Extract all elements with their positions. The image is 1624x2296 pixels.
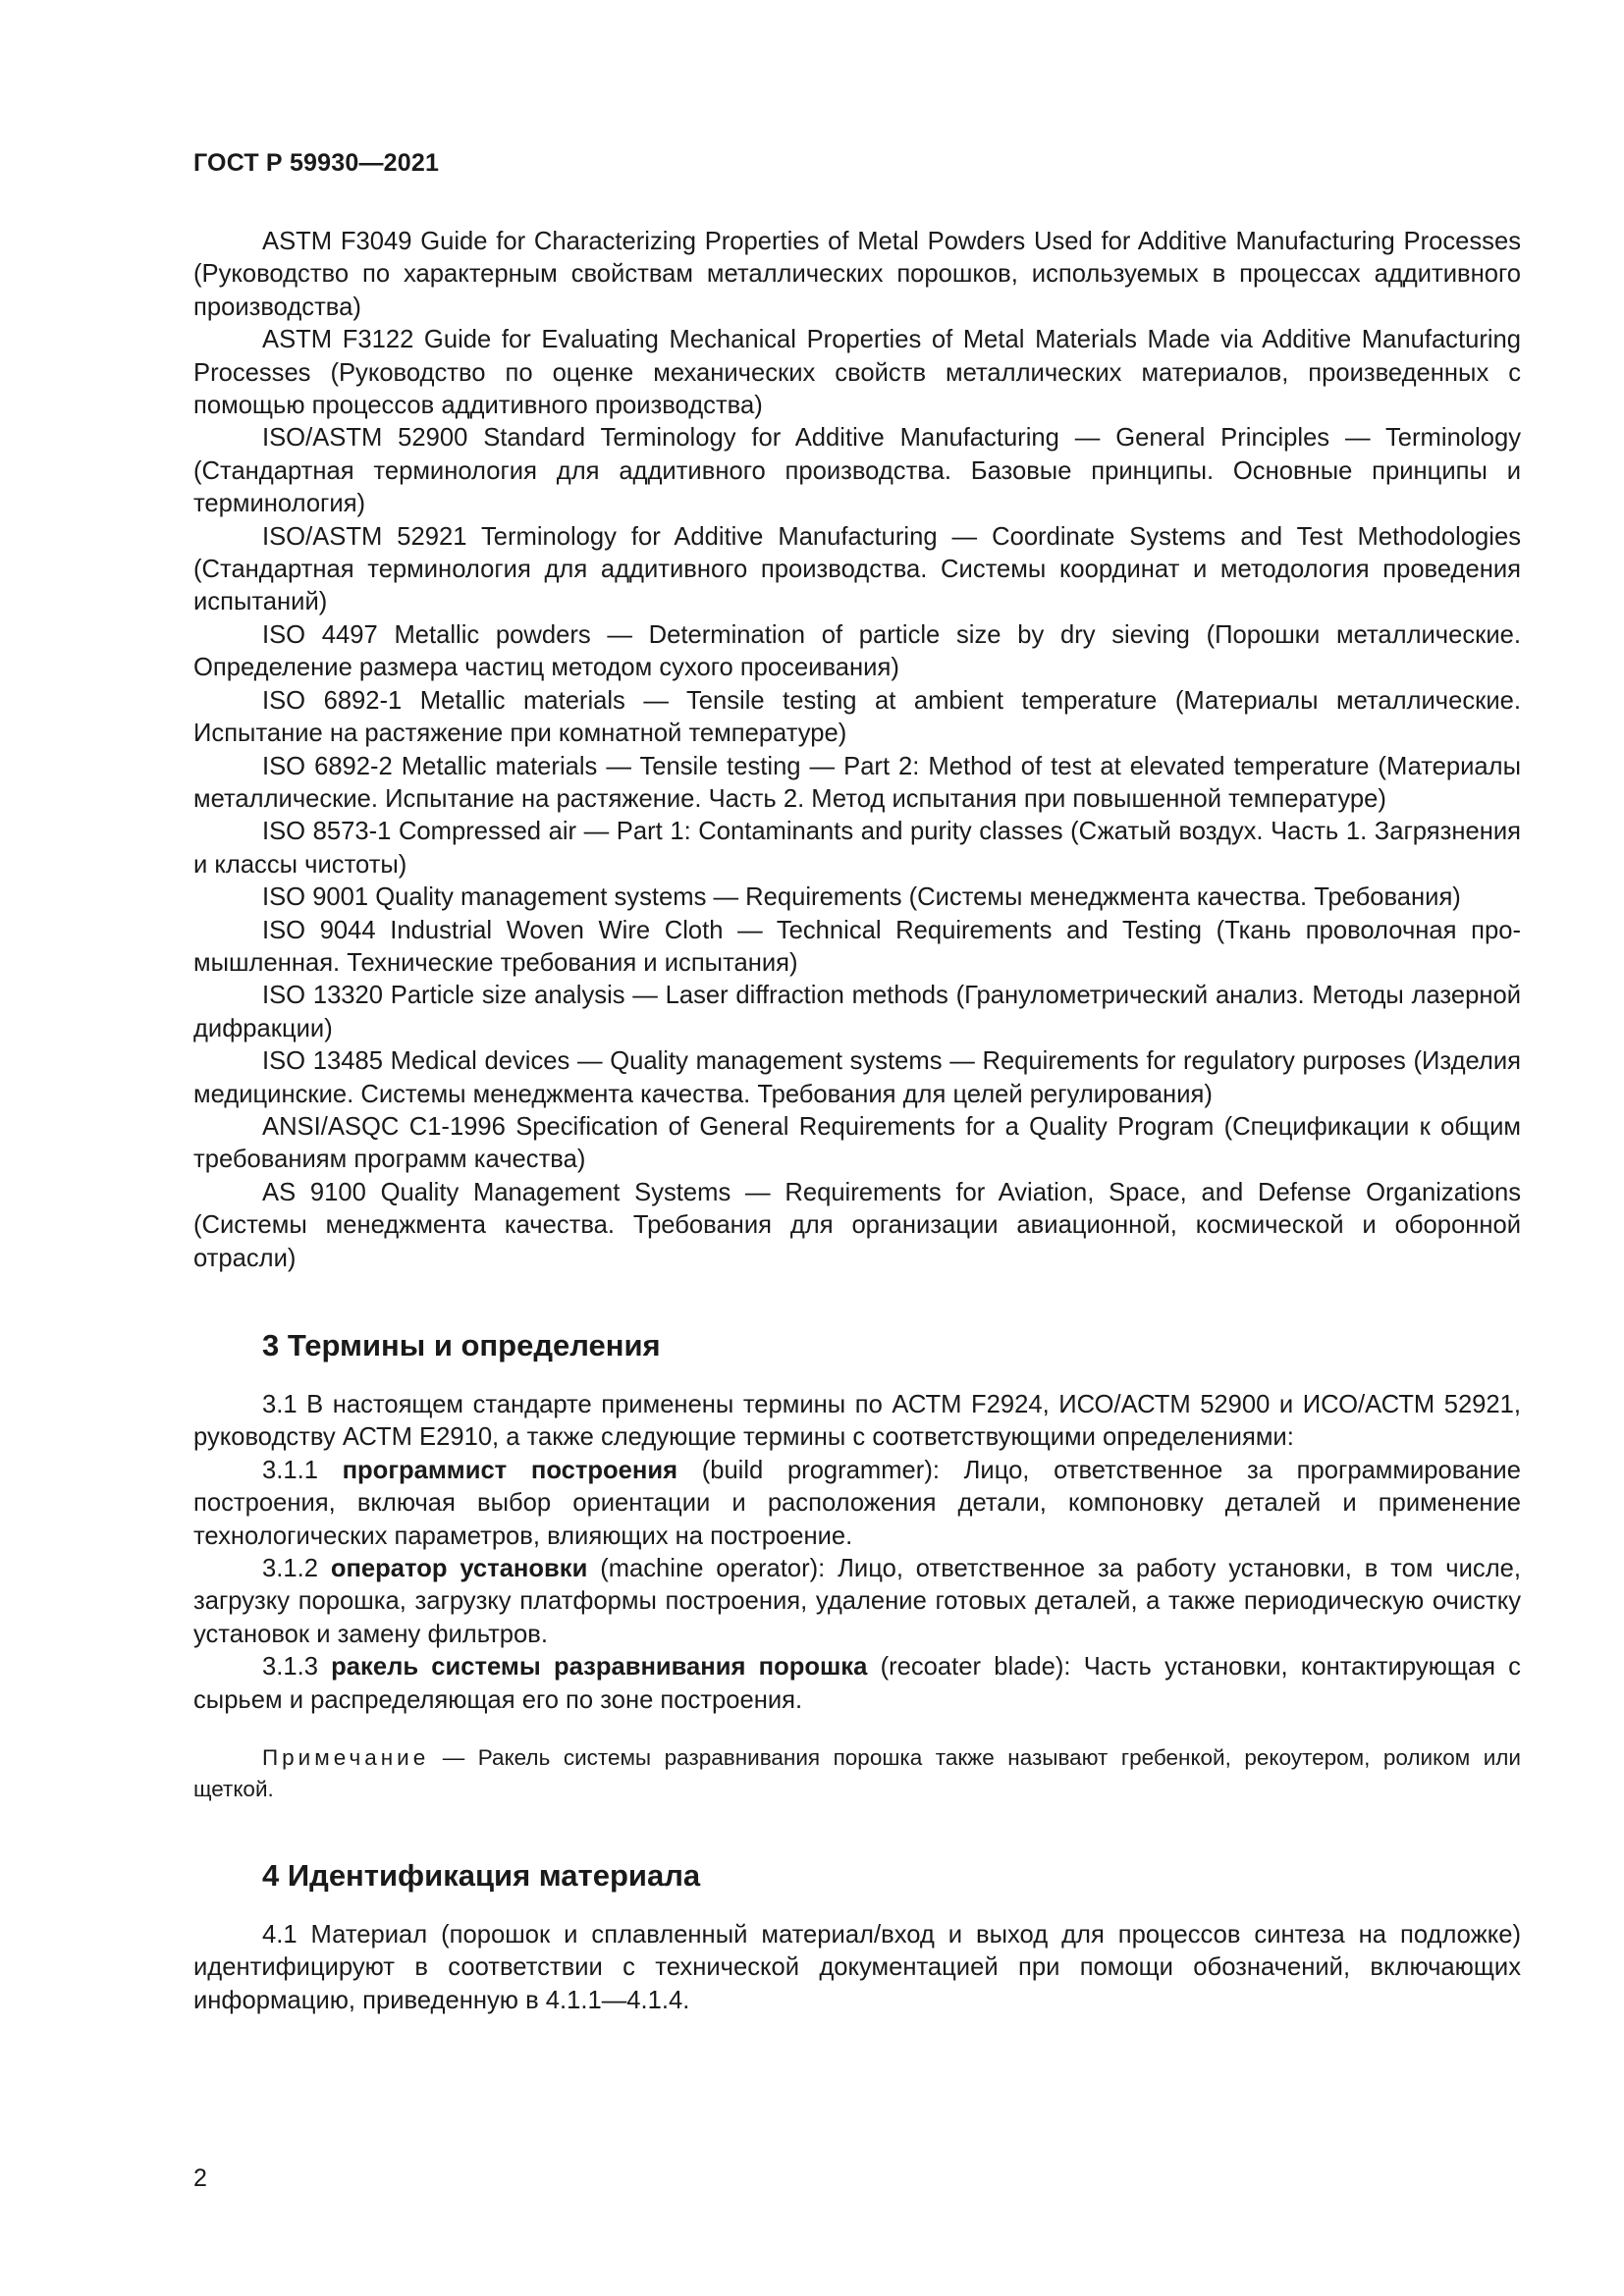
term-number: 3.1.2 [262,1555,318,1583]
term-number: 3.1.3 [262,1653,318,1682]
document-code-header: ГОСТ Р 59930—2021 [193,149,440,177]
term-name: программист построения [342,1456,678,1484]
term-number: 3.1.1 [262,1456,318,1484]
reference-item: ASTM F3049 Guide for Characterizing Properties of Metal Powders Used for Additive Manufacturing Processes (Руководство по характерным свойствам металлических порошков, используемых в процессах аддитивного производства) [193,228,1521,321]
term-name: ракель системы разравнивания порошка [331,1653,868,1682]
term-definition-text: (build programmer): Лицо, ответственное за программирование построения, включая выбор ориентации и расположения детали, компоновку деталей и применение технологических параметров, влияющих на построение. [193,1456,1521,1550]
references-list [193,226,1521,1275]
note-label: Примечание [262,1745,430,1771]
term-definition-3-1-2 [193,1553,1521,1651]
term-definition-3-1-3 [193,1651,1521,1717]
note [193,1742,1521,1805]
term-name: оператор установки [330,1555,588,1583]
page-number: 2 [193,2164,207,2192]
term-definition-text: (recoater blade): Часть установки, контактирующая с сырьем и распределяющая его по зоне построения. [193,1653,1521,1714]
reference-item: AS 9100 Quality Management Systems — Requirements for Aviation, Space, and Defense Organizations (Системы менеджмента качества. Требования для организации авиационной, космической и оборонной отрасли) [193,1178,1521,1272]
reference-item: ISO 8573-1 Compressed air — Part 1: Contaminants and purity classes (Сжатый воздух. Часть 1. Загрязнения и классы чистоты) [193,818,1521,879]
reference-item: ISO 13320 Particle size analysis — Laser diffraction methods (Гранулометрический анализ. Методы лазерной дифракции) [193,982,1521,1042]
reference-item: ASTM F3122 Guide for Evaluating Mechanical Properties of Metal Materials Made via Additive Manufacturing Processes (Руководство по оценке механических свойств металлических материалов, произведенных с помощью процессов аддитивного производства) [193,326,1522,420]
reference-item: ISO 13485 Medical devices — Quality management systems — Requirements for regulatory purposes (Изделия медицинские. Системы менеджмента качества. Требования для целей регулирования) [193,1047,1521,1108]
section-4-title: 4 Идентификация материала [262,1858,701,1894]
reference-item: ISO/ASTM 52900 Standard Terminology for Additive Manufacturing — General Principles — Terminology (Стандартная терминология для аддитивного производства. Базовые принципы. Основные принципы и терминология) [193,424,1521,518]
page-content [193,226,1521,2017]
reference-item: ISO 9044 Industrial Woven Wire Cloth — Technical Requirements and Testing (Ткань проволочная промышленная. Технические требования и испытания) [193,916,1521,977]
section-3-title: 3 Термины и определения [262,1328,661,1362]
reference-item: ISO 4497 Metallic powders — Determination of particle size by dry sieving (Порошки металлические. Определение размера частиц методом сухого просеивания) [193,620,1521,682]
section-4-paragraph: 4.1 Материал (порошок и сплавленный материал/вход и выход для процессов синтеза на подложке) идентифицируют в соответствии с технической документацией при помощи обозначений, включающих информацию, приведенную в 4.1.1—4.1.4. [193,1921,1521,2014]
reference-item: ISO 9001 Quality management systems — Requirements (Системы менеджмента качества. Требования) [262,883,1461,912]
term-definition-3-1-1 [193,1455,1521,1553]
reference-item: ANSI/ASQC C1-1996 Specification of General Requirements for a Quality Program (Спецификации к общим требованиям программ качества) [193,1112,1521,1174]
section-3-intro: 3.1 В настоящем стандарте применены термины по АСТМ F2924, ИСО/АСТМ 52900 и ИСО/АСТМ 52921, руководству АСТМ E2910, а также следующие термины с соответствующими определениями: [193,1391,1521,1452]
reference-item: ISO 6892-1 Metallic materials — Tensile testing at ambient temperature (Материалы металлические. Испытание на растяжение при комнатной температуре) [193,686,1521,748]
term-definition-text: (machine operator): Лицо, ответственное за работу установки, в том числе, загрузку порошка, загрузку платформы построения, удаление готовых деталей, а также периодическую очистку установок и замену фильтров. [193,1555,1521,1648]
note-text: — Ракель системы разравнивания порошка также называют гребенкой, рекоутером, роликом или щеткой. [193,1745,1521,1802]
reference-item: ISO 6892-2 Metallic materials — Tensile testing — Part 2: Method of test at elevated temperature (Материалы металлические. Испытание на растяжение. Часть 2. Метод испытания при повышенной температуре) [193,752,1521,813]
reference-item: ISO/ASTM 52921 Terminology for Additive Manufacturing — Coordinate Systems and Test Methodologies (Стандартная терминология для аддитивного производства. Системы координат и методология проведения испытаний) [193,522,1521,616]
